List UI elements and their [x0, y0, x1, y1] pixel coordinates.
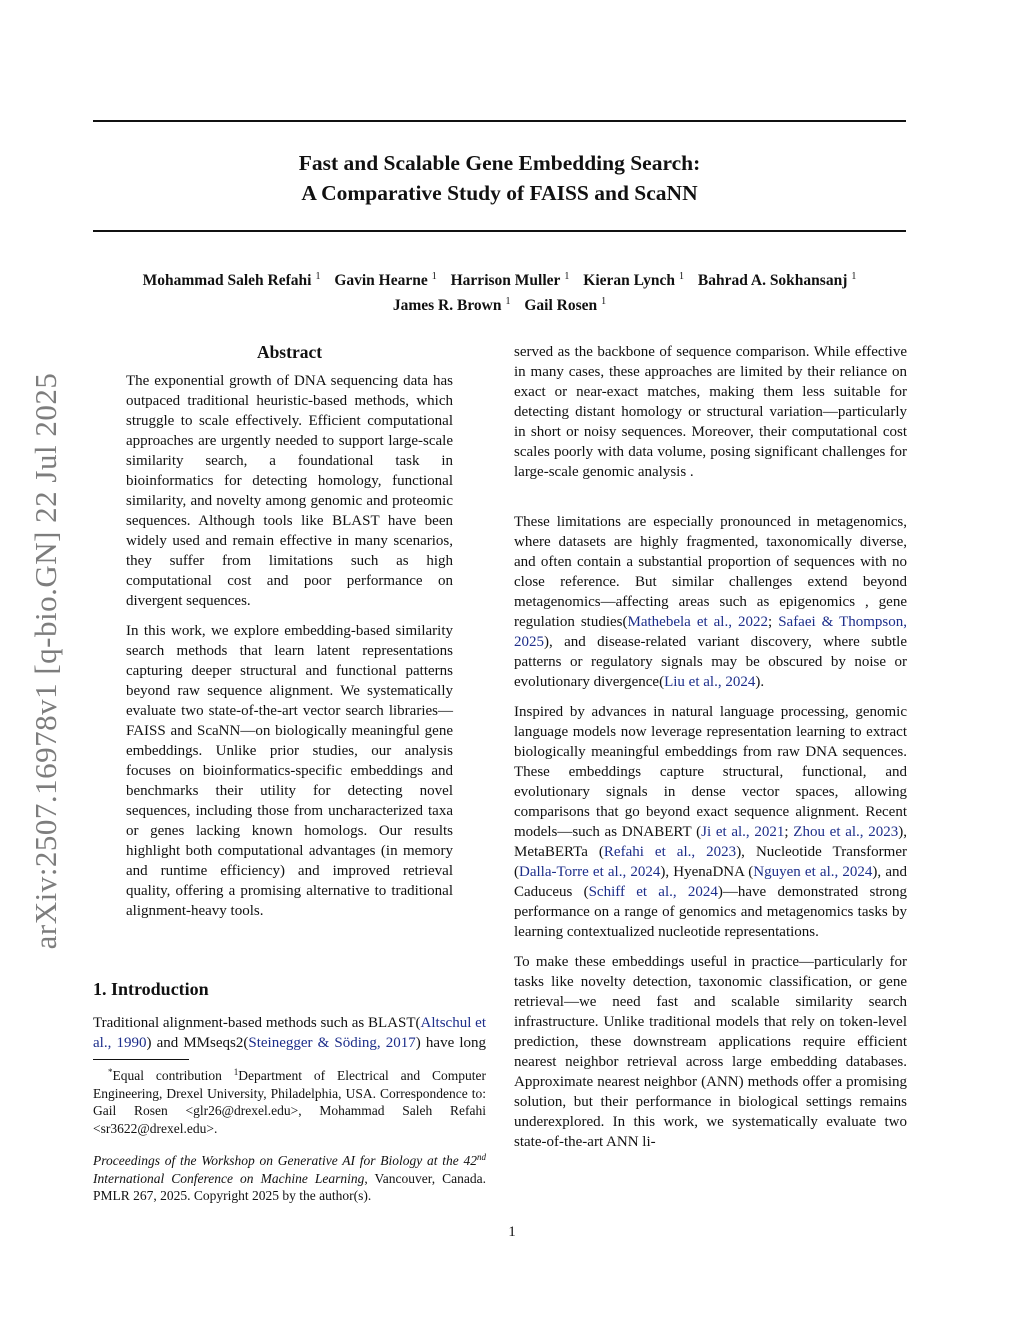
intro-text: ; [784, 824, 794, 840]
title-line-2: A Comparative Study of FAISS and ScaNN [301, 181, 698, 205]
proceedings-note [93, 1149, 486, 1205]
footnote-affiliation [93, 1064, 486, 1137]
author: Gavin Hearne [334, 272, 428, 289]
author: Harrison Muller [450, 272, 561, 289]
author-affiliation: 1 [315, 271, 321, 282]
intro-paragraph-3 [514, 702, 907, 942]
author: Mohammad Saleh Refahi [142, 272, 312, 289]
citation-link[interactable]: Safaei & Thompson, 2025 [514, 614, 908, 650]
footnote-affiliation-text: Department of Electrical and Computer Engineering, Drexel University, Philadelphia, USA. Correspondence to: Gail Rosen <glr26@drexel.edu>, Mohammad Saleh Refahi <sr3622@drexel.edu>. [93, 1068, 486, 1136]
intro-text: ), and Caduceus ( [514, 864, 907, 900]
author-affiliation: 1 [679, 271, 685, 282]
author-affiliation: 1 [601, 296, 607, 307]
citation-link[interactable]: Dalla-Torre et al., 2024 [519, 864, 661, 880]
intro-text: ), HyenaDNA ( [660, 864, 754, 880]
proceedings-conference: International Conference on Machine Learning [93, 1170, 365, 1186]
citation-link[interactable]: Mathebela et al., 2022 [627, 614, 768, 630]
title-rule-top [93, 120, 906, 122]
arxiv-stamp [24, 350, 68, 972]
arxiv-identifier: arXiv:2507.16978v1 [q-bio.GN] 22 Jul 2025 [28, 372, 63, 950]
author-affiliation: 1 [431, 271, 437, 282]
proceedings-italic: Proceedings of the Workshop on Generative AI for Biology at the 42 [93, 1153, 477, 1168]
title-rule-bottom [93, 230, 906, 232]
author-affiliation: 1 [505, 296, 511, 307]
intro-text: These limitations are especially pronounced in metagenomics, where datasets are highly fragmented, taxonomically diverse, and often contain a substantial proportion of sequences with no close reference. But similar challenges extend beyond metagenomics—affecting areas such as epigenomics , gene regulation studies( [514, 514, 907, 630]
author-affiliation: 1 [851, 271, 857, 282]
citation-link[interactable]: Nguyen et al., 2024 [753, 864, 873, 880]
intro-text: ), Nucleotide Transformer ( [514, 844, 907, 880]
citation-link[interactable]: Altschul et al., 1990 [93, 1015, 486, 1051]
author-list [93, 266, 906, 316]
intro-text: served as the backbone of sequence comparison. While effective in many cases, these approaches are limited by their reliance on exact or near-exact matches, making them less suitable for detecting distant homology or structural variation—particularly in short or noisy sequences. Moreover, their computational cost scales poorly with data volume, posing significant challenges for large-scale genomic analysis . [514, 344, 907, 480]
section-heading-introduction: 1. Introduction [93, 979, 209, 999]
proceedings-rest: , Vancouver, Canada. PMLR 267, 2025. Copyright 2025 by the author(s). [93, 1170, 486, 1203]
intro-text: ) and MMseqs2( [146, 1035, 249, 1051]
intro-text: ). [755, 674, 765, 690]
footnote-equal: Equal contribution [112, 1068, 234, 1083]
page-number: 1 [508, 1224, 516, 1240]
proceedings-superscript: nd [477, 1152, 486, 1162]
citation-link[interactable]: Steinegger & Söding, 2017 [248, 1035, 416, 1051]
continuation-shift [514, 342, 907, 482]
intro-text: )—have demonstrated strong performance on a range of genomics and metagenomics tasks by learning contextualized nucleotide representations. [514, 884, 907, 940]
abstract-paragraph-1: The exponential growth of DNA sequencing data has outpaced traditional heuristic-based methods, which struggle to scale effectively. Efficient computational approaches are urgently needed to support large-scale similarity search, a foundational task in bioinformatics for detecting homology, functional similarity, and novelty among genomic and proteomic sequences. Although tools like BLAST have been widely used and remain effective in many scenarios, they suffer from limitations such as high computational cost and poor performance on divergent sequences. [126, 373, 453, 609]
intro-paragraph-1-continued [514, 342, 907, 502]
title-line-1: Fast and Scalable Gene Embedding Search: [298, 151, 701, 175]
intro-text: ) have long [415, 1035, 486, 1051]
author-line-1 [93, 266, 906, 291]
footnote-rule [93, 1059, 189, 1060]
author: Kieran Lynch [583, 272, 676, 289]
citation-link[interactable]: Zhou et al., 2023 [793, 824, 899, 840]
intro-text: ; [768, 614, 779, 630]
citation-link[interactable]: Liu et al., 2024 [664, 674, 756, 690]
citation-link[interactable]: Ji et al., 2021 [701, 824, 785, 840]
intro-text: ), MetaBERTa ( [514, 824, 907, 860]
footnote-aff-number: 1 [233, 1067, 239, 1077]
citation-link[interactable]: Schiff et al., 2024 [588, 884, 718, 900]
intro-paragraph-1-copy [514, 342, 907, 482]
intro-right-column [514, 512, 907, 1152]
intro-text: Traditional alignment-based methods such as BLAST( [93, 1015, 421, 1031]
abstract-section [126, 342, 453, 921]
abstract-heading: Abstract [256, 342, 323, 362]
author-affiliation: 1 [564, 271, 570, 282]
author: James R. Brown [392, 297, 502, 314]
author: Bahrad A. Sokhansanj [697, 272, 848, 289]
author: Gail Rosen [524, 297, 598, 314]
author-line-2 [93, 291, 906, 316]
intro-text: ), and disease-related variant discovery, where subtle patterns or regulatory signals may be obscured by noise or evolutionary divergence( [514, 634, 907, 690]
intro-text: Inspired by advances in natural language processing, genomic language models now leverage representation learning to extract biologically meaningful embeddings from raw DNA sequences. These embeddings capture structural, functional, and evolutionary signals in dense vector spaces, allowing comparisons that go beyond exact sequence alignment. Recent models—such as DNABERT ( [514, 704, 907, 840]
intro-paragraph-1-start [93, 1013, 486, 1053]
abstract-paragraph-2: In this work, we explore embedding-based similarity search methods that learn latent representations capturing deeper structural and functional patterns beyond raw sequence alignment. We systematically evaluate two state-of-the-art vector search libraries—FAISS and ScaNN—on biologically meaningful gene embeddings. Unlike prior studies, our analysis focuses on bioinformatics-specific embeddings and benchmarks their utility for detecting novel sequences, including those from uncharacterized taxa or genes lacking known homologs. Our results highlight both computational advantages (in memory and runtime efficiency) and improved retrieval quality, offering a promising alternative to traditional alignment-heavy tools. [126, 623, 453, 919]
intro-paragraph-4: To make these embeddings useful in practice—particularly for tasks like novelty detection, taxonomic classification, or gene retrieval—we need fast and scalable similarity search infrastructure. Unlike traditional models that rely on token-level prediction, these downstream applications require efficient nearest neighbor retrieval across large embedding databases. Approximate nearest neighbor (ANN) methods offer a promising solution, but their performance in biological settings remains underexplored. In this work, we systematically evaluate two state-of-the-art ANN li- [514, 954, 907, 1150]
footnote-star: * [108, 1067, 113, 1077]
intro-paragraph-1 [93, 1013, 486, 1053]
paper-title [93, 148, 906, 208]
intro-paragraph-2 [514, 512, 907, 692]
citation-link[interactable]: Refahi et al., 2023 [603, 844, 737, 860]
